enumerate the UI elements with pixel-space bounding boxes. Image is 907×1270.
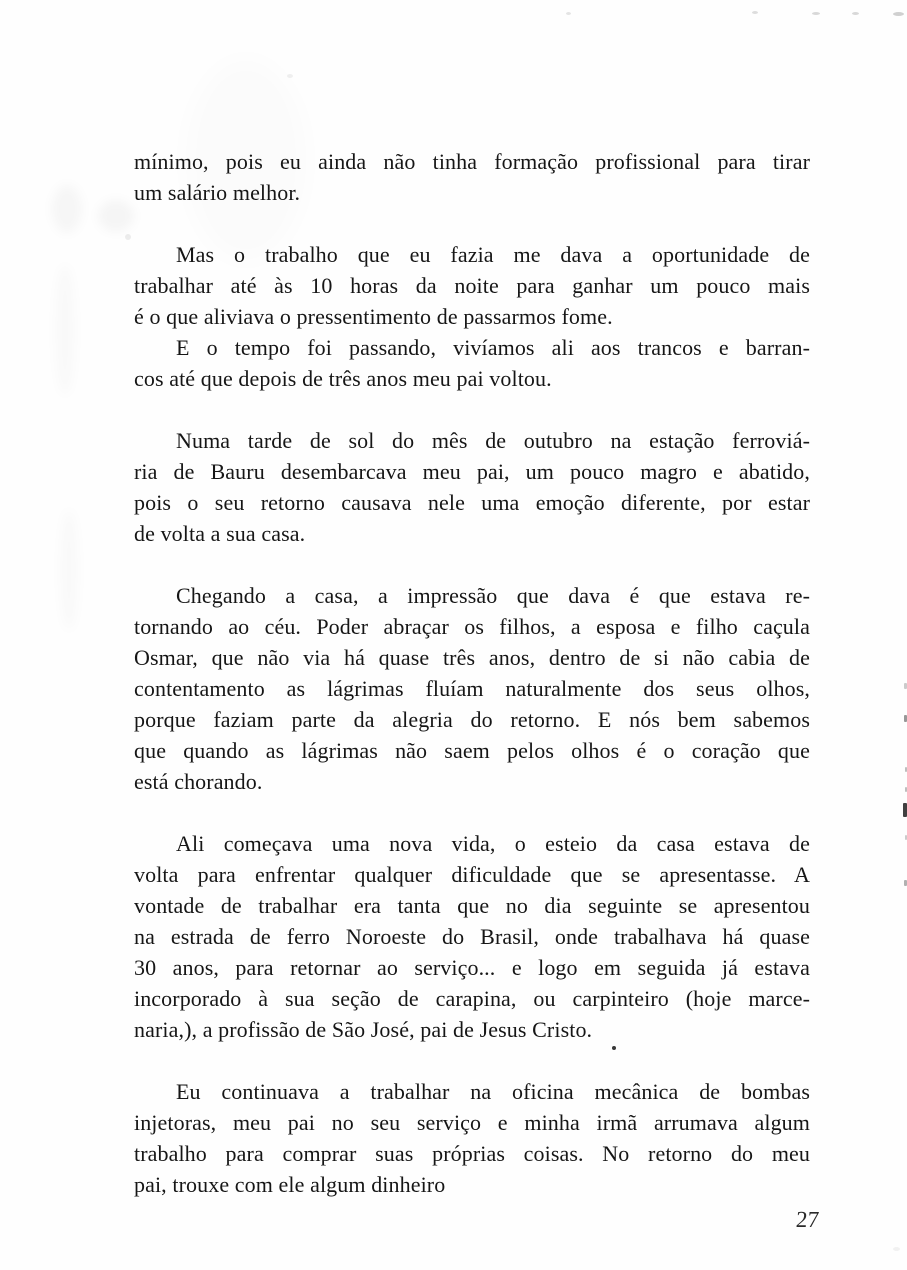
text-block	[134, 146, 810, 1200]
text-line: Mas o trabalho que eu fazia me dava a oportunidade de	[176, 242, 810, 267]
text-line: Eu continuava a trabalhar na oficina mecânica de bombas	[176, 1079, 810, 1104]
text-line: pois o seu retorno causava nele uma emoção diferente, por estar	[134, 490, 810, 515]
paragraph	[134, 239, 810, 332]
text-line: Numa tarde de sol do mês de outubro na estação ferroviá-	[176, 428, 810, 453]
scan-smudge	[60, 510, 78, 630]
scan-speck	[812, 12, 820, 15]
scan-speck	[893, 12, 904, 16]
text-line: contentamento as lágrimas fluíam naturalmente dos seus olhos,	[134, 676, 810, 701]
page-number: 27	[795, 1207, 820, 1232]
text-line: cos até que depois de três anos meu pai voltou.	[134, 366, 552, 391]
text-line: que quando as lágrimas não saem pelos olhos é o coração que	[134, 738, 810, 763]
text-line: é o que aliviava o pressentimento de passarmos fome.	[134, 304, 613, 329]
paragraph	[134, 425, 810, 549]
paragraph	[134, 580, 810, 797]
text-line: 30 anos, para retornar ao serviço... e logo em seguida já estava	[134, 955, 810, 980]
scan-edge-mark	[903, 803, 907, 817]
text-line: E o tempo foi passando, vivíamos ali aos trancos e barran-	[176, 335, 810, 360]
text-line: Ali começava uma nova vida, o esteio da casa estava de	[176, 831, 810, 856]
text-line: Chegando a casa, a impressão que dava é que estava re-	[176, 583, 810, 608]
text-line: trabalho para comprar suas próprias coisas. No retorno do meu	[134, 1141, 810, 1166]
text-line: está chorando.	[134, 769, 263, 794]
paragraph	[134, 332, 810, 394]
scan-smudge	[52, 185, 82, 233]
paragraph	[134, 146, 810, 208]
scan-speck	[852, 12, 859, 15]
text-line: na estrada de ferro Noroeste do Brasil, onde trabalhava há quase	[134, 924, 810, 949]
text-line: incorporado à sua seção de carapina, ou carpinteiro (hoje marce-	[134, 986, 810, 1011]
paragraph	[134, 1076, 810, 1200]
text-line: Osmar, que não via há quase três anos, dentro de si não cabia de	[134, 645, 810, 670]
text-line: trabalhar até às 10 horas da noite para ganhar um pouco mais	[134, 273, 810, 298]
text-line: tornando ao céu. Poder abraçar os filhos, a esposa e filho caçula	[134, 614, 810, 639]
text-line: ria de Bauru desembarcava meu pai, um pouco magro e abatido,	[134, 459, 810, 484]
text-line: de volta a sua casa.	[134, 521, 306, 546]
scan-speck	[566, 12, 571, 15]
scan-speck	[893, 1247, 900, 1251]
scan-speck	[752, 11, 758, 14]
text-line: porque faziam parte da alegria do retorno. E nós bem sabemos	[134, 707, 810, 732]
text-line: pai, trouxe com ele algum dinheiro	[134, 1172, 446, 1197]
text-line: injetoras, meu pai no seu serviço e minha irmã arrumava algum	[134, 1110, 810, 1135]
text-line: um salário melhor.	[134, 180, 301, 205]
scan-smudge	[98, 200, 134, 232]
text-line: naria,), a profissão de São José, pai de Jesus Cristo.	[134, 1017, 593, 1042]
text-line: vontade de trabalhar era tanta que no dia seguinte se apresentou	[134, 893, 810, 918]
paragraph	[134, 828, 810, 1045]
scan-speck	[125, 234, 131, 240]
text-line: volta para enfrentar qualquer dificuldade que se apresentasse. A	[134, 862, 810, 887]
text-line: mínimo, pois eu ainda não tinha formação profissional para tirar	[134, 149, 810, 174]
scan-speck	[287, 74, 293, 78]
scan-smudge	[55, 265, 75, 395]
